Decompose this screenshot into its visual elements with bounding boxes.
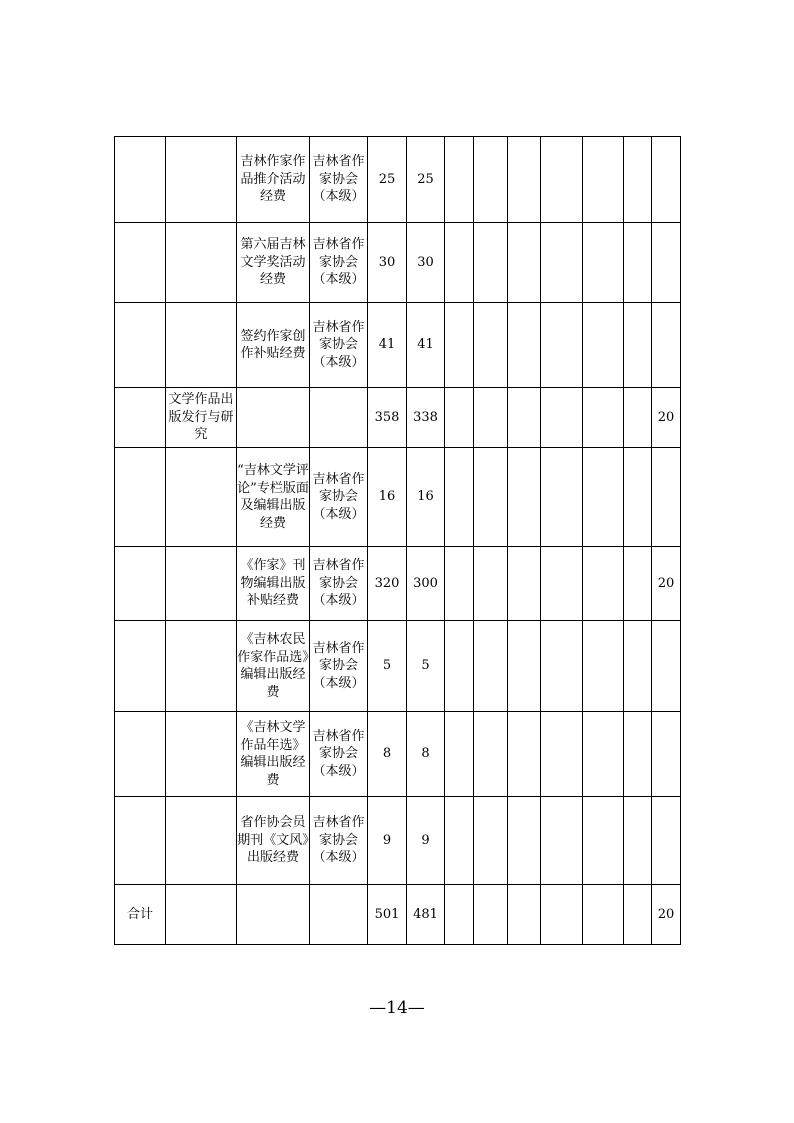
table-row [115, 388, 681, 448]
general-budget-cell: 30 [407, 223, 445, 303]
last-column-cell [652, 797, 681, 885]
last-column-cell [652, 621, 681, 712]
unit-cell: 吉林省作家协会（本级） [310, 621, 368, 712]
general-budget-cell: 9 [407, 797, 445, 885]
total-cell: 41 [368, 303, 407, 388]
general-budget-cell: 338 [407, 388, 445, 448]
item-cell [237, 388, 310, 448]
unit-cell: 吉林省作家协会（本级） [310, 547, 368, 621]
table-row [115, 621, 681, 712]
general-budget-cell: 16 [407, 448, 445, 547]
category-cell: 文学作品出版发行与研究 [166, 388, 237, 448]
unit-cell: 吉林省作家协会（本级） [310, 712, 368, 797]
category-cell [166, 448, 237, 547]
last-column-cell [652, 448, 681, 547]
general-budget-cell: 5 [407, 621, 445, 712]
unit-cell: 吉林省作家协会（本级） [310, 303, 368, 388]
summary-total: 501 [368, 885, 407, 945]
item-cell: 《吉林文学作品年选》编辑出版经费 [237, 712, 310, 797]
table-row [115, 547, 681, 621]
item-cell: 吉林作家作品推介活动经费 [237, 137, 310, 223]
item-cell: 省作协会员期刊《文风》出版经费 [237, 797, 310, 885]
summary-row [115, 885, 681, 945]
category-cell [166, 223, 237, 303]
total-cell: 358 [368, 388, 407, 448]
general-budget-cell: 25 [407, 137, 445, 223]
category-cell [166, 621, 237, 712]
general-budget-cell: 300 [407, 547, 445, 621]
category-cell [166, 303, 237, 388]
category-cell [166, 137, 237, 223]
total-cell: 8 [368, 712, 407, 797]
last-column-cell [652, 712, 681, 797]
category-cell [166, 797, 237, 885]
last-column-cell [652, 137, 681, 223]
item-cell: 第六届吉林文学奖活动经费 [237, 223, 310, 303]
table-row [115, 448, 681, 547]
total-cell: 5 [368, 621, 407, 712]
total-cell: 25 [368, 137, 407, 223]
general-budget-cell: 41 [407, 303, 445, 388]
last-column-cell: 20 [652, 547, 681, 621]
budget-table [114, 136, 681, 945]
table-row [115, 712, 681, 797]
item-cell: 《吉林农民作家作品选》编辑出版经费 [237, 621, 310, 712]
summary-label: 合计 [115, 885, 166, 945]
table-row [115, 223, 681, 303]
summary-general-budget: 481 [407, 885, 445, 945]
category-cell [166, 712, 237, 797]
summary-last-column: 20 [652, 885, 681, 945]
unit-cell: 吉林省作家协会（本级） [310, 797, 368, 885]
item-cell: 签约作家创作补贴经费 [237, 303, 310, 388]
table-row [115, 137, 681, 223]
unit-cell: 吉林省作家协会（本级） [310, 223, 368, 303]
total-cell: 9 [368, 797, 407, 885]
category-cell [166, 547, 237, 621]
total-cell: 16 [368, 448, 407, 547]
item-cell: “吉林文学评论”专栏版面及编辑出版经费 [237, 448, 310, 547]
unit-cell: 吉林省作家协会（本级） [310, 137, 368, 223]
last-column-cell: 20 [652, 388, 681, 448]
table-row [115, 303, 681, 388]
page-number: —14— [369, 998, 425, 1018]
last-column-cell [652, 303, 681, 388]
last-column-cell [652, 223, 681, 303]
total-cell: 320 [368, 547, 407, 621]
item-cell: 《作家》刊物编辑出版补贴经费 [237, 547, 310, 621]
unit-cell: 吉林省作家协会（本级） [310, 448, 368, 547]
general-budget-cell: 8 [407, 712, 445, 797]
table-row [115, 797, 681, 885]
unit-cell [310, 388, 368, 448]
total-cell: 30 [368, 223, 407, 303]
